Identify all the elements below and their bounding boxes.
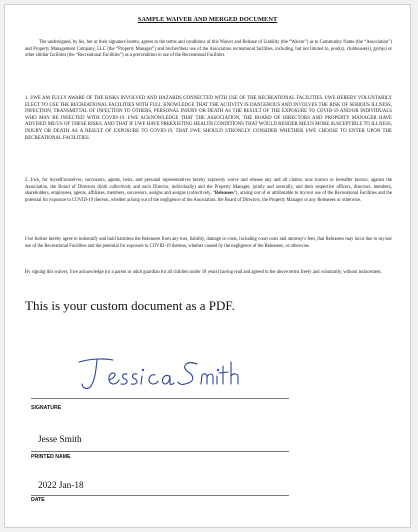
document-title: SAMPLE WAIVER AND MERGED DOCUMENT (137, 16, 278, 23)
clause-4-paragraph: By signing this waiver, I/we acknowledge (or a parent or adult guardian for all children under 18 years) having read and agreed to the above terms freely and voluntarily, without inducement. (25, 270, 382, 275)
printed-name-value: Jesse Smith (38, 435, 82, 445)
printed-name-label: PRINTED NAME (31, 454, 71, 460)
releasees-term: Releasees (214, 191, 234, 197)
document-page (4, 4, 411, 528)
clause-3-paragraph: I/we further hereby agree to indemnify and hold harmless the Releasees from any loss, liability, damage or costs, including court costs and attorney’s fees, that Releasees may incur due to my/our use of the Recreational Facilities and the potential for exposure to COVID-19 thereon, whether caused by the negligence of the Releasees, or otherwise. (25, 237, 392, 249)
intro-text: The undersigned, by his, her or their signature hereto, agrees to the terms and conditions of this Waiver and Release of Liability (the “Waiver”) as to Community Name (the “Association”) and Property Management Company, LLC (the “Property Manager”) and his/her/their use of the Association recreational facilities, including, but not limited to, pool(s), clubhouse(s), gym(s) or other similar facilities (the “Recreational Facilities”) as a precondition to use of the Recreational Facilities. (25, 40, 392, 59)
clause-2-text-end: ”), arising out of or attributable to my/our use of the Recreational Facilities and the potential for exposure to COVID-19 thereon, whether arising out of the negligence of the Association, the Board of Directors, the Property Manager or any Releasees or otherwise. (25, 191, 392, 203)
date-label: DATE (31, 497, 45, 503)
signature-line (31, 398, 289, 399)
signature-label: SIGNATURE (31, 405, 62, 411)
printed-name-line (31, 451, 289, 452)
intro-paragraph (25, 40, 392, 60)
date-line (31, 495, 289, 496)
custom-document-text: This is your custom document as a PDF. (25, 298, 235, 313)
clause-2-text-start: 2. I/we, for myself/ourselves, successors, agents, heirs, and personal representatives hereby expressly waive and release any and all claims, now known or hereafter known, against the Association, the Board of Directors (both collectively and each Director, individually) and the Property Manager, jointly and severally, and their respective officers, directors, members, shareholders, employees, agents, affiliates, members, successors, assigns and assigns (collectively, “ (25, 178, 392, 197)
handwritten-signature (75, 356, 245, 396)
clause-1-paragraph: 1. I/WE AM FULLY AWARE OF THE RISKS INVOLVED AND HAZARDS CONNECTED WITH USE OF THE RECREATIONAL FACILITIES. I/WE HEREBY VOLUNTARILY ELECT TO USE THE RECREATIONAL FACILITIES WITH FULL KNOWLEDGE THAT THE ACTIVITY IS DANGEROUS AND INVOLVES THE RISK OF SERIOUS ILLNESS, INFECTION, TRANSMITTAL OF INFECTION TO OTHERS, PERSONAL INJURY OR DEATH AS THE RESULT OF THE EXPOSURE TO COVID-19 AND/OR INDIVIDUALS WHO MAY BE INFECTED WITH COVID-19. I/WE ACKNOWLEDGE THAT THE ASSOCIATION, THE BOARD OF DIRECTORS AND PROPERTY MANAGER HAVE ADVISED ME/US OF THESE RISKS, AND THAT IF I/WE HAVE PREEXISTING HEALTH CONDITIONS THAT WOULD RENDER ME/US MORE SUSCEPTIBLE TO ILLNESS, INJURY OR DEATH AS A RESULT OF EXPOSURE TO COVID-19, THAT I/WE SHOULD STRONGLY CONSIDER WHETHER I/WE CHOOSE TO ENTER UPON THE RECREATIONAL FACILITIES. (25, 96, 392, 141)
date-value: 2022 Jan-18 (38, 481, 84, 491)
clause-2-paragraph (25, 178, 392, 204)
